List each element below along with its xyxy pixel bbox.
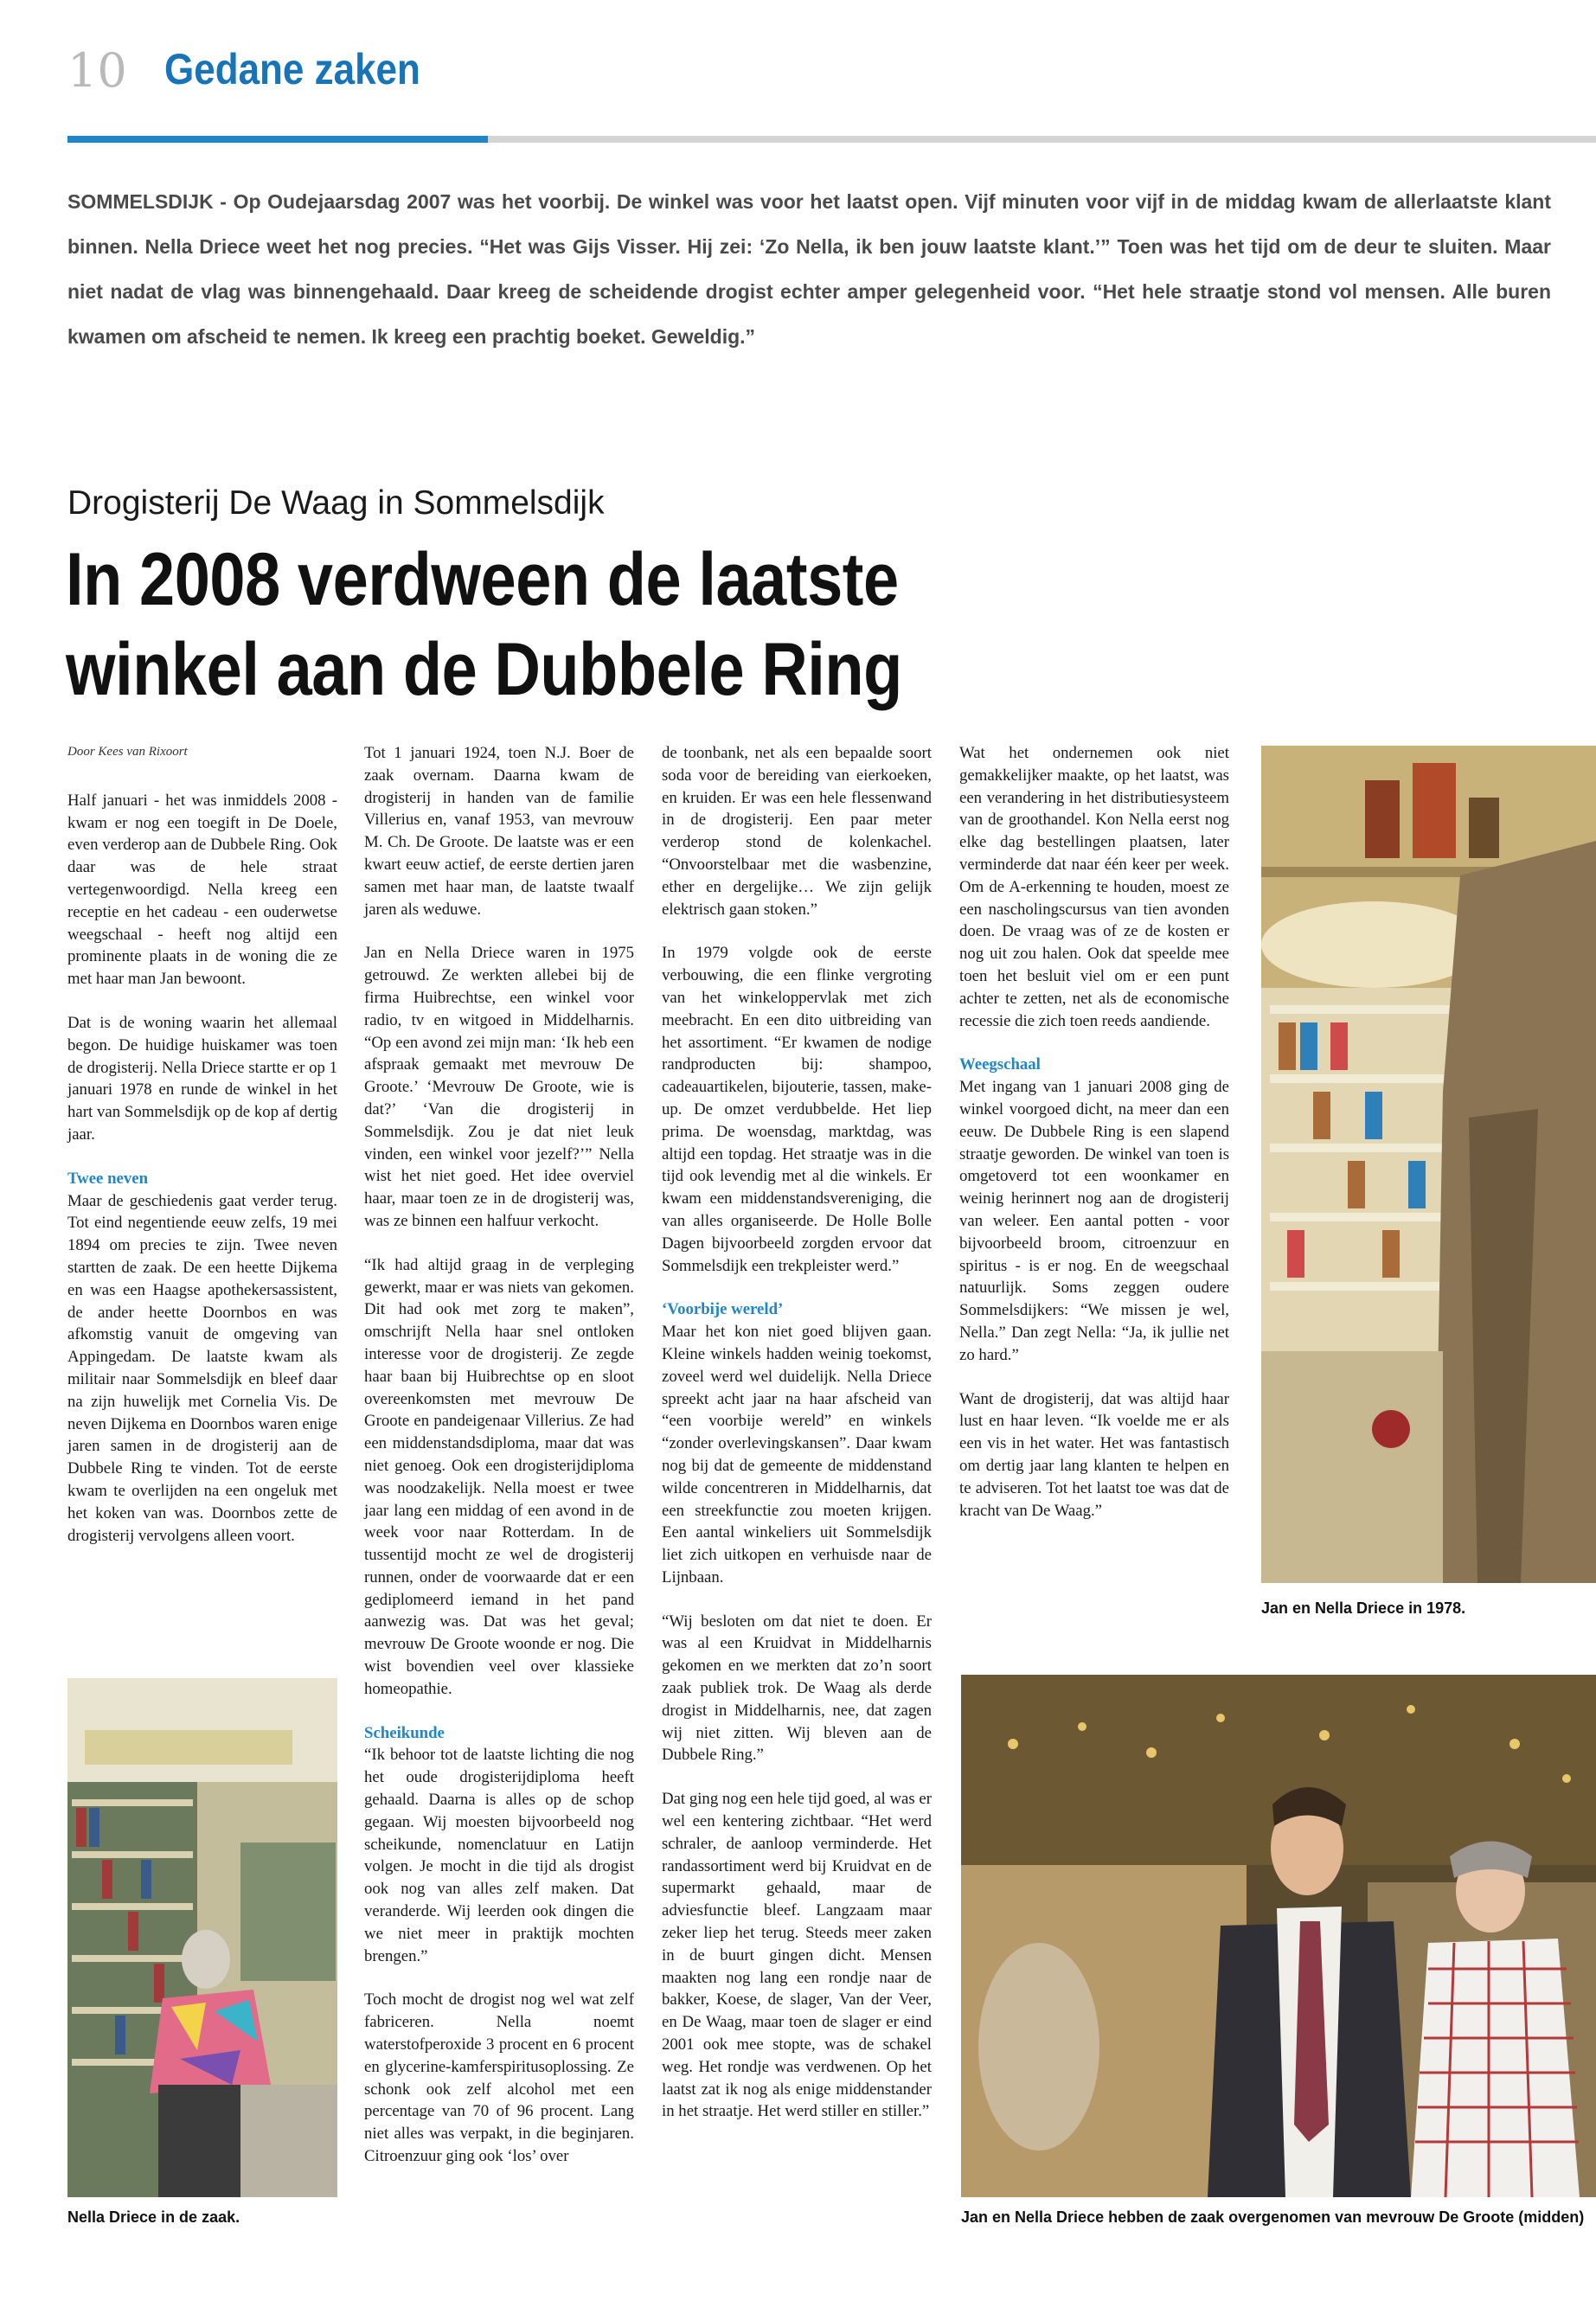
- article-kicker: Drogisterij De Waag in Sommelsdijk: [67, 484, 605, 522]
- paragraph: Tot 1 januari 1924, toen N.J. Boer de zaak overnam. Daarna kwam de drogisterij in handen van de familie Villerius en, vanaf 1953, van mevrouw M. Ch. De Groote. De laatste was er een kwart eeuw actief, de eerste dertien jaren samen met haar man, de laatste twaalf jaren als weduwe.: [364, 744, 634, 919]
- paragraph: Dat ging nog een hele tijd goed, al was er wel een kentering zichtbaar. “Het werd schraler, de aanloop verminderde. Het randassortiment werd bij Kruidvat en de supermarkt gehaald, maar de adviesfunctie bleef. Langzaam maar zeker liep het terug. Steeds meer zaken in de buurt gingen dicht. Mensen maakten nog lang een rondje naar de bakker, Koese, de slager, Van der Veer, en De Waag, maar toen de slager er eind 2001 ook mee stopte, was de schakel weg. Het rondje was verdwenen. Op het laatst zat ik nog als enige middenstander in het straatje. Het werd stiller en stiller.”: [662, 1790, 932, 2121]
- header-rule: [488, 136, 1596, 143]
- paragraph: “Ik behoor tot de laatste lichting die nog het oude drogisterijdiploma heeft gehaald. Daarna is alles op de schop gegaan. Wij moesten bijvoorbeeld nog scheikunde, nomenclatuur en Latijn volgen. Je mocht in die tijd als drogist ook nog van alles zelf maken. Dat veranderde. Wij leerden ook dingen die we niet meer in praktijk mochten brengen.”: [364, 1746, 634, 1965]
- article-column-2: [364, 742, 634, 2189]
- paragraph: de toonbank, net als een bepaalde soort soda voor de bereiding van eierkoeken, en kruiden. Er was een hele flessenwand in de drogisterij. Een paar meter verderop stond de kolenkachel. “Onvoorstelbaar met die wasbenzine, ether en dergelijke… We zijn gelijk elektrisch gaan stoken.”: [662, 744, 932, 919]
- paragraph: “Ik had altijd graag in de verpleging gewerkt, maar er was niets van gekomen. Dit had ook met zorg te maken”, omschrijft Nella haar snel ontloken interesse voor de drogisterij. Ze zegde haar baan bij Huibrechtse op en sloot overeenkomsten met mevrouw De Groote en pandeigenaar Villerius. Ze had een middenstandsdiploma, maar dat was niet genoeg. Ook een drogisterijdiploma was noodzakelijk. Nella moest er twee jaar lang een middag of een avond in de week voor naar Rotterdam. In de tussentijd mocht ze wel de drogisterij runnen, onder de voorwaarde dat er een gediplomeerd iemand in het pand aanwezig was. Dat was het geval; mevrouw De Groote woonde er nog. Die wist bovendien veel over klassieke homeopathie.: [364, 1255, 634, 1698]
- paragraph: Maar de geschiedenis gaat verder terug. Tot eind negentiende eeuw zelfs, 19 mei 1894 om precies te zijn. Twee neven startten de zaak. De een heette Dijkema en was een Haagse apothekersassistent, de ander heette Doornbos en was afkomstig vanuit de omgeving van Appingedam. De laatste kwam als militair naar Sommelsdijk en bleef daar na zijn huwelijk met Cornelia Vis. De neven Dijkema en Doornbos waren enige jaren samen in de drogisterij aan de Dubbele Ring te vinden. Tot de eerste kwam te overlijden na een ongeluk met het koken van was. Doornbos zette de drogisterij vervolgens alleen voort.: [67, 1191, 337, 1545]
- paragraph: Want de drogisterij, dat was altijd haar lust en haar leven. “Ik voelde me er als een vis in het water. Het was fantastisch om dertig jaar lang klanten te helpen en te adviseren. Tot het laatst toe was dat de kracht van De Waag.”: [959, 1389, 1229, 1520]
- paragraph: Dat is de woning waarin het allemaal begon. De huidige huiskamer was toen de drogisterij. Nella Driece startte er op 1 januari 1978 en runde de winkel in het hart van Sommelsdijk op de kop af dertig jaar.: [67, 1013, 337, 1144]
- article-headline: In 2008 verdween de laatste winkel aan de Dubbele Ring: [66, 538, 902, 711]
- paragraph: “Wij besloten om dat niet te doen. Er was al een Kruidvat in Middelharnis gekomen en we merkten dat zo’n soort zaak publiek trok. De Waag als derde drogist in Middelharnis, nee, dat zagen wij niet zitten. Wij bleven aan de Dubbele Ring.”: [662, 1612, 932, 1765]
- paragraph: Maar het kon niet goed blijven gaan. Kleine winkels hadden weinig toekomst, zoveel werd wel duidelijk. Nella Driece spreekt acht jaar na haar afscheid van “een voorbije wereld” en winkels “zonder overlevingskansen”. Daar kwam nog bij dat de gemeente de middenstand wilde concentreren in Middelharnis, dat een streekfunctie zou moeten krijgen. Een aantal winkeliers uit Sommelsdijk liet zich uitkopen en verhuisde naar de Lijnbaan.: [662, 1323, 932, 1586]
- caption-photo-left: Nella Driece in de zaak.: [67, 2208, 240, 2226]
- article-column-3: [662, 742, 932, 2144]
- paragraph: Jan en Nella Driece waren in 1975 getrouwd. Ze werkten allebei bij de firma Huibrechtse, een winkel voor radio, tv en witgoed in Middelharnis. “Op een avond zei mijn man: ‘Ik heb een afspraak gemaakt met mevrouw De Groote.’ ‘Mevrouw De Groote, wie is dat?’ ‘Van die drogisterij in Sommelsdijk. Zou je dat niet leuk vinden, een winkel voor jezelf?’” Nella wist het niet goed. Het idee overviel haar, maar toen ze in de drogisterij was, was ze binnen een halfuur verkocht.: [364, 944, 634, 1230]
- subheading: Scheikunde: [364, 1723, 445, 1742]
- header-rule-accent: [67, 136, 488, 143]
- subheading: Twee neven: [67, 1169, 149, 1188]
- photo-handover-de-groote: [961, 1675, 1596, 2197]
- caption-photo-top-right: Jan en Nella Driece in 1978.: [1261, 1599, 1466, 1617]
- photo-nella-in-shop: [67, 1678, 337, 2197]
- photo-illustration: [961, 1675, 1596, 2197]
- section-title: Gedane zaken: [164, 45, 420, 93]
- byline: Door Kees van Rixoort: [67, 745, 188, 759]
- article-column-1: [67, 741, 337, 1568]
- paragraph: Half januari - het was inmiddels 2008 - kwam er nog een toegift in De Doele, even verderop aan de Dubbele Ring. Ook daar was de hele straat vertegenwoordigd. Nella kreeg een receptie en het cadeau - een ouderwetse weegschaal - heeft nog altijd een prominente plaats in de woning die ze met haar man Jan bewoont.: [67, 791, 337, 989]
- subheading: Weegschaal: [959, 1055, 1041, 1074]
- photo-illustration: [67, 1678, 337, 2197]
- paragraph: Toch mocht de drogist nog wel wat zelf fabriceren. Nella noemt waterstofperoxide 3 procent en 6 procent en glycerine-kamferspiritusoplossing. Ze schonk ook zelf alcohol met een percentage van 70 of 96 procent. Lang niet alles was verpakt, in die beginjaren. Citroenzuur ging ook ‘los’ over: [364, 1990, 634, 2166]
- photo-illustration: [1261, 746, 1596, 1583]
- photo-jan-nella-1978: [1261, 746, 1596, 1583]
- article-column-4: [959, 742, 1229, 1543]
- intro-paragraph: SOMMELSDIJK - Op Oudejaarsdag 2007 was het voorbij. De winkel was voor het laatst open. Vijf minuten voor vijf in de middag kwam de allerlaatste klant binnen. Nella Driece weet het nog precies. “Het was Gijs Visser. Hij zei: ‘Zo Nella, ik ben jouw laatste klant.’” Toen was het tijd om de deur te sluiten. Maar niet nadat de vlag was binnengehaald. Daar kreeg de scheidende drogist echter amper gelegenheid voor. “Het hele straatje stond vol mensen. Alle buren kwamen om afscheid te nemen. Ik kreeg een prachtig boeket. Geweldig.”: [67, 190, 1551, 348]
- paragraph: In 1979 volgde ook de eerste verbouwing, die een flinke vergroting van het winkeloppervlak met zich meebracht. En een dito uitbreiding van het assortiment. “Er kwamen de nodige randproducten bij: shampoo, cadeauartikelen, bijouterie, tassen, make-up. De omzet verdubbelde. Het liep prima. De woensdag, marktdag, was altijd een topdag. Het straatje was in die tijd ook levendig met al die winkels. Er kwam een middenstandsvereniging, die van alles organiseerde. De Holle Bolle Dagen bijvoorbeeld zorgden ervoor dat Sommelsdijk een trekpleister werd.”: [662, 944, 932, 1275]
- subheading: ‘Voorbije wereld’: [662, 1300, 784, 1319]
- page-number: 10: [67, 43, 127, 98]
- paragraph: Wat het ondernemen ook niet gemakkelijker maakte, op het laatst, was een verandering in het distributiesysteem van de groothandel. Kon Nella eerst nog elke dag bestellingen plaatsen, later verminderde dat naar één keer per week. Om de A-erkenning te houden, moest ze een nascholingscursus van tien avonden doen. De vraag was of ze de kosten er nog uit zou halen. Ook dat speelde mee toen het besluit viel om er een punt achter te zetten, net als de economische recessie die zich toen reeds aandiende.: [959, 744, 1229, 1030]
- caption-photo-bottom-right: Jan en Nella Driece hebben de zaak overgenomen van mevrouw De Groote (midden): [961, 2208, 1585, 2226]
- paragraph: Met ingang van 1 januari 2008 ging de winkel voorgoed dicht, na meer dan een eeuw. De Dubbele Ring is een slapend straatje geworden. De winkel van toen is omgetoverd tot een woonkamer en weinig herinnert nog aan de drogisterij van weleer. Een aantal potten - voor bijvoorbeeld broom, citroenzuur en spiritus - is er nog. En de weegschaal natuurlijk. Soms zeggen oudere Sommelsdijkers: “We missen je wel, Nella.” Dan zegt Nella: “Ja, ik jullie net zo hard.”: [959, 1078, 1229, 1364]
